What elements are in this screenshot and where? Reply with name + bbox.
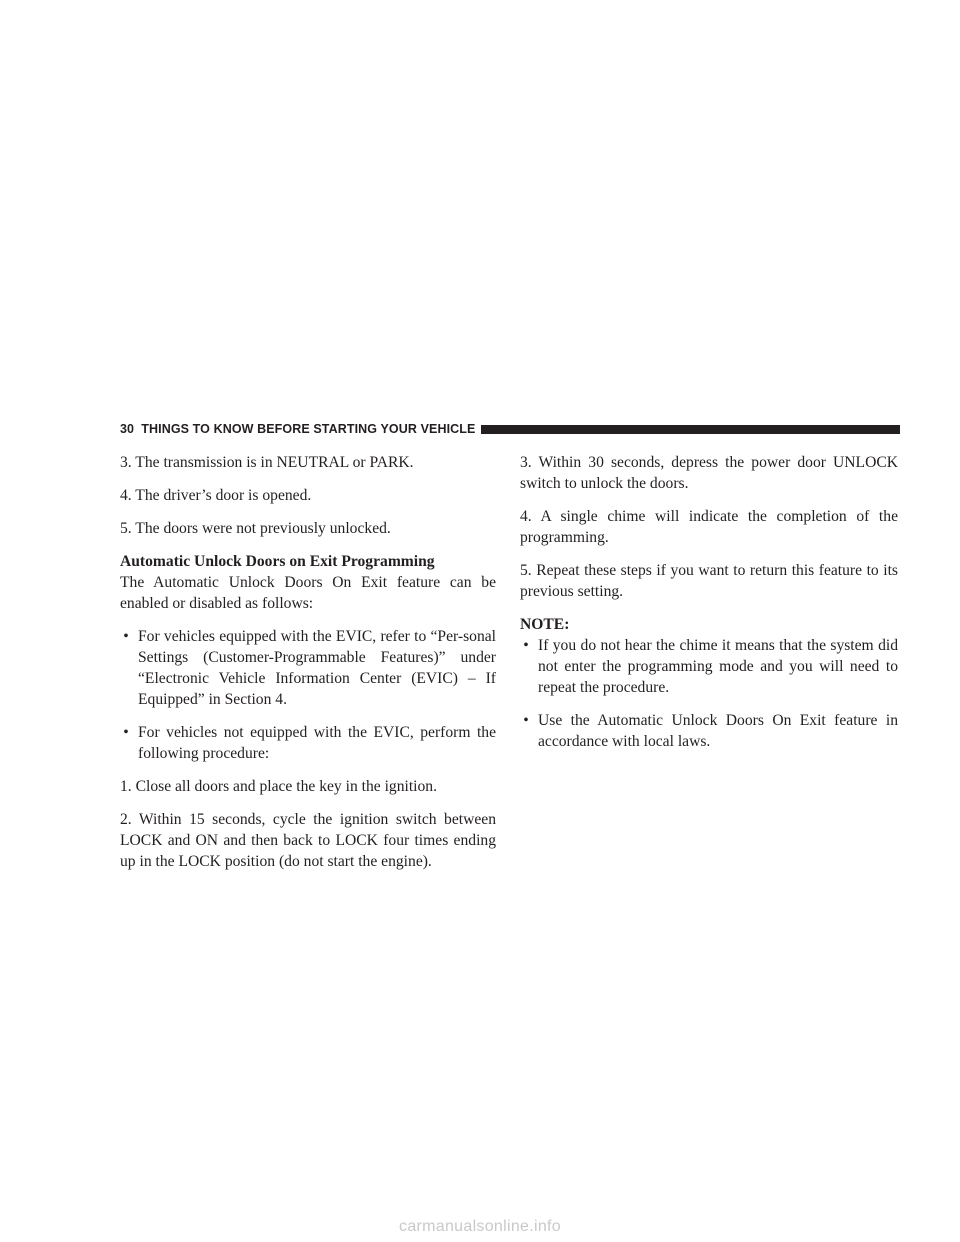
- page-number: 30: [120, 422, 135, 436]
- section-heading: Automatic Unlock Doors on Exit Programming: [120, 553, 435, 570]
- bullet-icon: •: [123, 628, 129, 645]
- section-title: THINGS TO KNOW BEFORE STARTING YOUR VEHICLE: [141, 422, 476, 436]
- step-5: 5. The doors were not previously unlocked.: [120, 520, 391, 537]
- intro-paragraph: The Automatic Unlock Doors On Exit feature can be enabled or disabled as follows:: [120, 574, 496, 612]
- page-header: [120, 420, 900, 438]
- procedure-step-2: 2. Within 15 seconds, cycle the ignition switch between LOCK and ON and then back to LOCK four times ending up in the LOCK position (do not start the engine).: [120, 811, 496, 870]
- header-rule: [481, 425, 900, 434]
- bullet-item: [120, 722, 496, 764]
- watermark: carmanualsonline.info: [399, 1218, 561, 1235]
- note-label: NOTE:: [520, 616, 570, 633]
- bullet-icon: •: [523, 712, 529, 729]
- bullet-text: For vehicles equipped with the EVIC, refer to “Per-sonal Settings (Customer-Programmable Features)” under “Electronic Vehicle Information Center (EVIC) – If Equipped” in Section 4.: [138, 628, 496, 708]
- bullet-item: [120, 626, 496, 710]
- procedure-step-5: 5. Repeat these steps if you want to return this feature to its previous setting.: [520, 562, 898, 600]
- page-header-text: [120, 420, 475, 438]
- right-column: [520, 452, 898, 764]
- left-column: [120, 452, 496, 884]
- procedure-step-3: 3. Within 30 seconds, depress the power door UNLOCK switch to unlock the doors.: [520, 454, 898, 492]
- bullet-text: If you do not hear the chime it means that the system did not enter the programming mode and you will need to repeat the procedure.: [538, 637, 898, 696]
- step-4: 4. The driver’s door is opened.: [120, 487, 312, 504]
- note-bullet-item: [520, 635, 898, 698]
- note-bullet-item: [520, 710, 898, 752]
- step-3: 3. The transmission is in NEUTRAL or PARK.: [120, 454, 414, 471]
- procedure-step-1: 1. Close all doors and place the key in the ignition.: [120, 778, 438, 795]
- bullet-icon: •: [123, 724, 129, 741]
- bullet-text: For vehicles not equipped with the EVIC, perform the following procedure:: [138, 724, 496, 762]
- procedure-step-4: 4. A single chime will indicate the completion of the programming.: [520, 508, 898, 546]
- bullet-icon: •: [523, 637, 529, 654]
- bullet-text: Use the Automatic Unlock Doors On Exit feature in accordance with local laws.: [538, 712, 898, 750]
